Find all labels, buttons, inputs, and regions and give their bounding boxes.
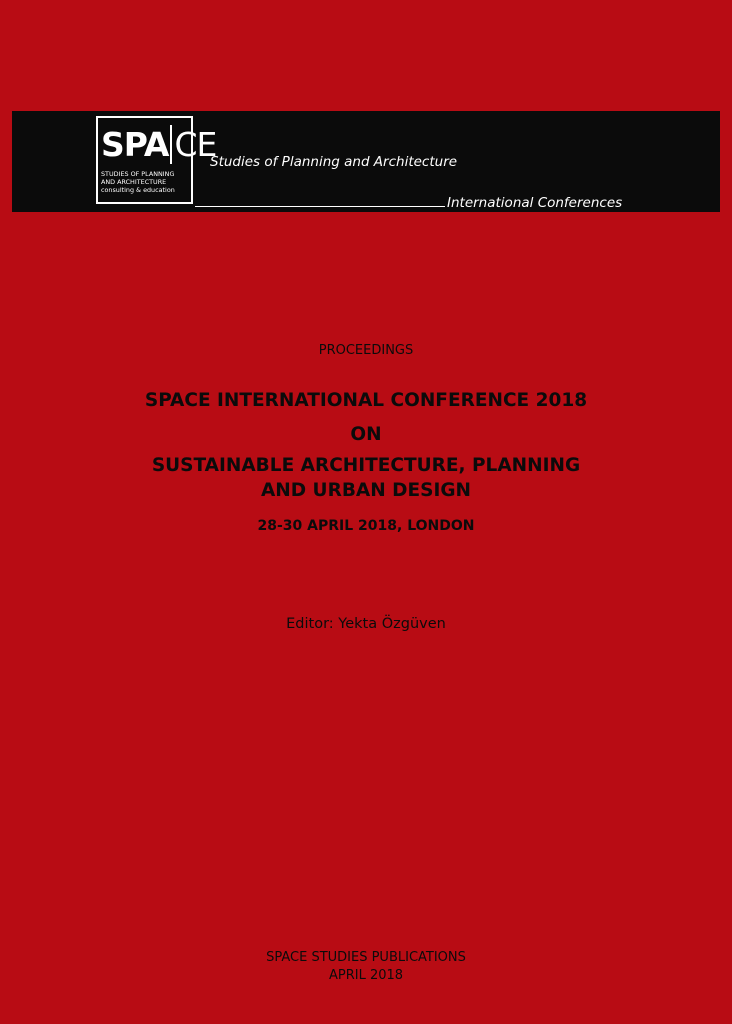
logo-word-bold: SPA bbox=[101, 125, 169, 164]
subject-line-2: AND URBAN DESIGN bbox=[260, 480, 472, 501]
publication-date: APRIL 2018 bbox=[328, 968, 404, 983]
banner-tagline: Studies of Planning and Architecture bbox=[210, 154, 458, 170]
conference-title: SPACE INTERNATIONAL CONFERENCE 2018 bbox=[144, 390, 588, 411]
title-connector: ON bbox=[350, 424, 382, 445]
logo-sub-line-1: STUDIES OF PLANNING bbox=[101, 170, 175, 178]
logo-subtitle bbox=[101, 170, 191, 194]
logo-word-thin: CE bbox=[170, 125, 216, 164]
proceedings-label: PROCEEDINGS bbox=[318, 343, 414, 358]
subject-line-1: SUSTAINABLE ARCHITECTURE, PLANNING bbox=[151, 455, 581, 476]
logo-sub-line-2: AND ARCHITECTURE bbox=[101, 178, 167, 186]
space-logo bbox=[96, 116, 217, 204]
banner-divider bbox=[195, 206, 445, 207]
conference-dates: 28-30 APRIL 2018, LONDON bbox=[257, 518, 475, 534]
logo-sub-line-3: consulting & education bbox=[101, 186, 175, 194]
conference-subject bbox=[0, 453, 732, 503]
banner-series: International Conferences bbox=[447, 195, 623, 211]
header-banner bbox=[12, 111, 720, 212]
publisher-name: SPACE STUDIES PUBLICATIONS bbox=[266, 950, 466, 965]
logo-wordmark bbox=[101, 121, 216, 169]
editor-credit: Editor: Yekta Özgüven bbox=[286, 616, 446, 632]
